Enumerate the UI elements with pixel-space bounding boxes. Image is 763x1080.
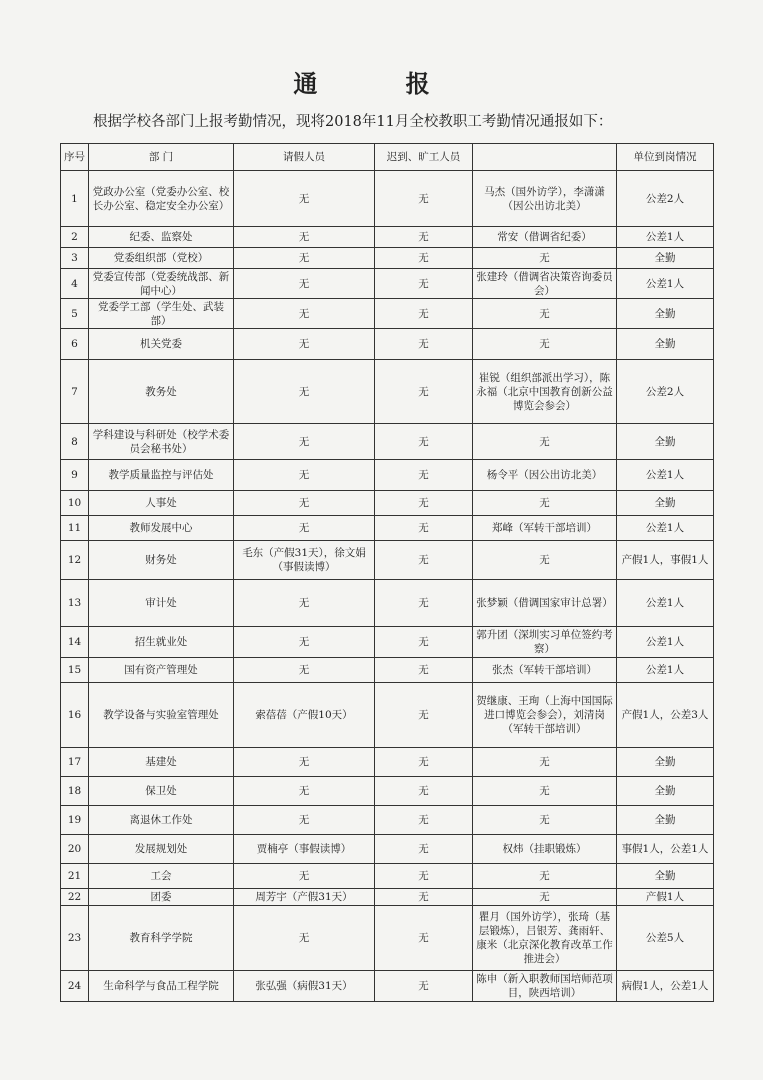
row-dept: 学科建设与科研处（校学术委员会秘书处）: [89, 424, 234, 460]
row-no: 4: [61, 269, 89, 299]
table-row: [61, 516, 714, 541]
row-other: 张建玲（借调省决策咨询委员会）: [473, 269, 617, 299]
row-other: 无: [473, 889, 617, 906]
header-leave: 请假人员: [234, 144, 375, 171]
row-dept: 国有资产管理处: [89, 658, 234, 683]
row-dept: 保卫处: [89, 777, 234, 806]
row-leave: 无: [234, 580, 375, 627]
row-other: 无: [473, 806, 617, 835]
row-other: 马杰（国外访学），李潇潇（因公出访北美）: [473, 171, 617, 227]
row-no: 15: [61, 658, 89, 683]
row-no: 1: [61, 171, 89, 227]
intro-text: 根据学校各部门上报考勤情况，现将2018年11月全校教职工考勤情况通报如下：: [93, 114, 613, 130]
header-late: 迟到、旷工人员: [375, 144, 473, 171]
row-other: 无: [473, 748, 617, 777]
page-title: 通 报: [293, 69, 470, 98]
row-other: 崔锐（组织部派出学习），陈永福（北京中国教育创新公益博览会参会）: [473, 360, 617, 424]
row-late: 无: [375, 541, 473, 580]
row-late: 无: [375, 889, 473, 906]
row-no: 8: [61, 424, 89, 460]
row-late: 无: [375, 777, 473, 806]
row-no: 13: [61, 580, 89, 627]
row-status: 公差1人: [617, 658, 714, 683]
row-dept: 教学质量监控与评估处: [89, 460, 234, 491]
row-leave: 无: [234, 360, 375, 424]
row-other: 郑峰（军转干部培训）: [473, 516, 617, 541]
table-row: [61, 906, 714, 971]
row-late: 无: [375, 627, 473, 658]
row-dept: 招生就业处: [89, 627, 234, 658]
row-other: 杨令平（因公出访北美）: [473, 460, 617, 491]
row-late: 无: [375, 835, 473, 864]
row-leave: 无: [234, 748, 375, 777]
row-status: 产假1人，公差3人: [617, 683, 714, 748]
row-status: 产假1人，事假1人: [617, 541, 714, 580]
row-status: 公差2人: [617, 360, 714, 424]
row-leave: 无: [234, 248, 375, 269]
row-status: 产假1人: [617, 889, 714, 906]
row-dept: 基建处: [89, 748, 234, 777]
row-late: 无: [375, 516, 473, 541]
row-status: 公差2人: [617, 171, 714, 227]
table-row: [61, 580, 714, 627]
row-leave: 无: [234, 227, 375, 248]
row-status: 全勤: [617, 491, 714, 516]
table-row: [61, 171, 714, 227]
row-no: 18: [61, 777, 89, 806]
table-row: [61, 491, 714, 516]
row-no: 19: [61, 806, 89, 835]
row-no: 16: [61, 683, 89, 748]
row-status: 病假1人，公差1人: [617, 971, 714, 1002]
row-no: 24: [61, 971, 89, 1002]
row-leave: 无: [234, 269, 375, 299]
table-row: [61, 248, 714, 269]
row-late: 无: [375, 491, 473, 516]
row-status: 公差5人: [617, 906, 714, 971]
table-row: [61, 627, 714, 658]
row-no: 12: [61, 541, 89, 580]
row-other: 无: [473, 299, 617, 329]
table-row: [61, 329, 714, 360]
row-dept: 审计处: [89, 580, 234, 627]
row-late: 无: [375, 299, 473, 329]
table-row: [61, 460, 714, 491]
row-leave: 无: [234, 424, 375, 460]
row-leave: 无: [234, 906, 375, 971]
row-leave: 张弘强（病假31天）: [234, 971, 375, 1002]
row-status: 公差1人: [617, 460, 714, 491]
row-status: 公差1人: [617, 269, 714, 299]
row-status: 公差1人: [617, 516, 714, 541]
row-dept: 离退休工作处: [89, 806, 234, 835]
row-dept: 党委宣传部（党委统战部、新闻中心）: [89, 269, 234, 299]
row-no: 21: [61, 864, 89, 889]
row-no: 22: [61, 889, 89, 906]
row-no: 9: [61, 460, 89, 491]
table-row: [61, 971, 714, 1002]
table-row: [61, 424, 714, 460]
row-leave: 无: [234, 171, 375, 227]
row-leave: 无: [234, 864, 375, 889]
row-late: 无: [375, 580, 473, 627]
table-row: [61, 269, 714, 299]
row-dept: 团委: [89, 889, 234, 906]
row-other: 郭升团（深圳实习单位签约考察）: [473, 627, 617, 658]
row-leave: 无: [234, 658, 375, 683]
row-status: 事假1人，公差1人: [617, 835, 714, 864]
table-row: [61, 658, 714, 683]
row-leave: 无: [234, 491, 375, 516]
row-other: 无: [473, 424, 617, 460]
row-late: 无: [375, 460, 473, 491]
row-dept: 党委学工部（学生处、武装部）: [89, 299, 234, 329]
row-no: 7: [61, 360, 89, 424]
row-other: 无: [473, 864, 617, 889]
table-row: [61, 835, 714, 864]
row-late: 无: [375, 683, 473, 748]
row-late: 无: [375, 658, 473, 683]
row-no: 14: [61, 627, 89, 658]
row-no: 3: [61, 248, 89, 269]
row-dept: 纪委、监察处: [89, 227, 234, 248]
row-dept: 党政办公室（党委办公室、校长办公室、稳定安全办公室）: [89, 171, 234, 227]
row-no: 17: [61, 748, 89, 777]
row-no: 5: [61, 299, 89, 329]
row-leave: 无: [234, 627, 375, 658]
row-other: 陈申（新入职教师国培师范项目，陕西培训）: [473, 971, 617, 1002]
row-status: 全勤: [617, 424, 714, 460]
row-status: 公差1人: [617, 627, 714, 658]
header-status: 单位到岗情况: [617, 144, 714, 171]
row-dept: 党委组织部（党校）: [89, 248, 234, 269]
row-leave: 索蓓蓓（产假10天）: [234, 683, 375, 748]
row-late: 无: [375, 329, 473, 360]
table-row: [61, 541, 714, 580]
row-other: 张杰（军转干部培训）: [473, 658, 617, 683]
row-late: 无: [375, 424, 473, 460]
row-other: 无: [473, 248, 617, 269]
table-row: [61, 889, 714, 906]
row-other: 无: [473, 329, 617, 360]
row-leave: 贾楠亭（事假读博）: [234, 835, 375, 864]
row-other: 无: [473, 777, 617, 806]
row-late: 无: [375, 171, 473, 227]
row-leave: 无: [234, 299, 375, 329]
row-status: 全勤: [617, 806, 714, 835]
header-dept: 部 门: [89, 144, 234, 171]
row-status: 全勤: [617, 299, 714, 329]
row-no: 6: [61, 329, 89, 360]
row-leave: 毛东（产假31天），徐文娟（事假读博）: [234, 541, 375, 580]
row-late: 无: [375, 269, 473, 299]
row-no: 23: [61, 906, 89, 971]
row-dept: 教学设备与实验室管理处: [89, 683, 234, 748]
attendance-table: [60, 143, 714, 1002]
row-no: 2: [61, 227, 89, 248]
table-row: [61, 683, 714, 748]
row-dept: 教师发展中心: [89, 516, 234, 541]
table-row: [61, 777, 714, 806]
row-dept: 工会: [89, 864, 234, 889]
table-row: [61, 299, 714, 329]
row-dept: 教育科学学院: [89, 906, 234, 971]
row-dept: 财务处: [89, 541, 234, 580]
row-status: 公差1人: [617, 580, 714, 627]
row-leave: 无: [234, 516, 375, 541]
table-row: [61, 360, 714, 424]
row-other: 无: [473, 541, 617, 580]
row-no: 20: [61, 835, 89, 864]
header-other: [473, 144, 617, 171]
row-late: 无: [375, 248, 473, 269]
row-status: 公差1人: [617, 227, 714, 248]
row-status: 全勤: [617, 329, 714, 360]
row-late: 无: [375, 360, 473, 424]
row-no: 11: [61, 516, 89, 541]
row-leave: 无: [234, 777, 375, 806]
row-dept: 机关党委: [89, 329, 234, 360]
row-status: 全勤: [617, 248, 714, 269]
table-row: [61, 748, 714, 777]
row-dept: 教务处: [89, 360, 234, 424]
row-late: 无: [375, 971, 473, 1002]
row-other: 权炜（挂职锻炼）: [473, 835, 617, 864]
row-late: 无: [375, 806, 473, 835]
table-row: [61, 227, 714, 248]
row-other: 张梦颖（借调国家审计总署）: [473, 580, 617, 627]
row-other: 贺继康、王珣（上海中国国际进口博览会参会），刘清岗（军转干部培训）: [473, 683, 617, 748]
row-no: 10: [61, 491, 89, 516]
row-status: 全勤: [617, 748, 714, 777]
row-late: 无: [375, 227, 473, 248]
row-dept: 发展规划处: [89, 835, 234, 864]
row-dept: 人事处: [89, 491, 234, 516]
row-other: 常安（借调省纪委）: [473, 227, 617, 248]
row-dept: 生命科学与食品工程学院: [89, 971, 234, 1002]
row-leave: 无: [234, 460, 375, 491]
row-late: 无: [375, 748, 473, 777]
row-other: 无: [473, 491, 617, 516]
table-header-row: [61, 144, 714, 171]
row-late: 无: [375, 864, 473, 889]
row-late: 无: [375, 906, 473, 971]
header-no: 序号: [61, 144, 89, 171]
row-other: 瞿月（国外访学），张琦（基层锻炼），吕银芳、龚雨轩、康米（北京深化教育改革工作推进会）: [473, 906, 617, 971]
row-leave: 无: [234, 806, 375, 835]
row-leave: 无: [234, 329, 375, 360]
table-row: [61, 864, 714, 889]
table-row: [61, 806, 714, 835]
row-leave: 周芳宇（产假31天）: [234, 889, 375, 906]
row-status: 全勤: [617, 864, 714, 889]
row-status: 全勤: [617, 777, 714, 806]
